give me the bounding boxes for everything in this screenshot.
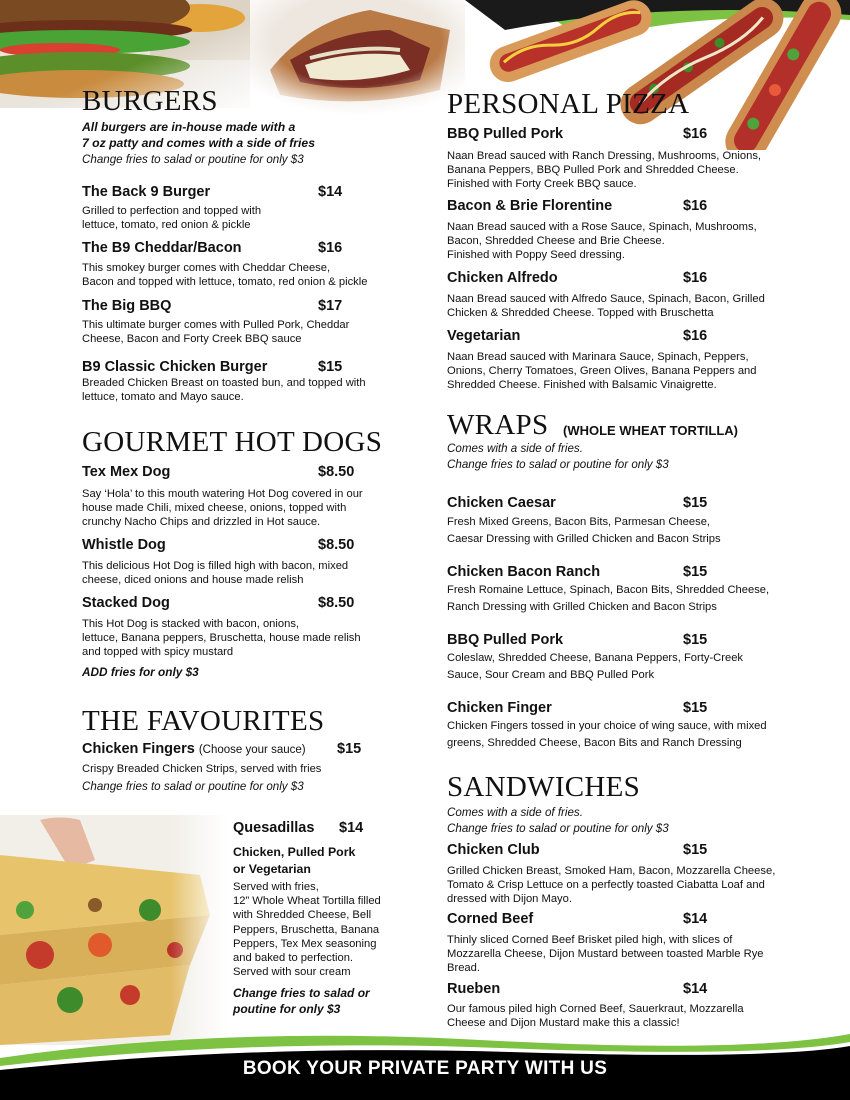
footer-cta: BOOK YOUR PRIVATE PARTY WITH US	[242, 1058, 608, 1079]
chicken-fingers-qualifier: (Choose your sauce)	[198, 744, 306, 756]
menu-item-name: B9 Classic Chicken Burger	[82, 359, 268, 375]
menu-item-price: $15	[683, 495, 708, 511]
menu-item-price: $15	[683, 564, 708, 580]
menu-item-description: Say ‘Hola’ to this mouth watering Hot Dog covered in our house made Chili, mixed cheese, onions, topped with crunchy Nacho Chips and drizzled in Hot sauce.	[82, 488, 363, 529]
menu-item-price: $8.50	[318, 595, 355, 611]
quesadilla-photo	[0, 815, 228, 1045]
menu-item-name: BBQ Pulled Pork	[447, 126, 564, 142]
menu-item-price: $16	[683, 198, 708, 214]
sandwiches-title: SANDWICHES	[447, 771, 641, 803]
menu-item-price: $15	[318, 359, 343, 375]
menu-item-price: $14	[683, 981, 708, 997]
menu-item-description: This smokey burger comes with Cheddar Cheese, Bacon and topped with lettuce, tomato, red onion & pickle	[82, 262, 368, 289]
menu-item-price: $17	[318, 298, 343, 314]
menu-item-description: Fresh Mixed Greens, Bacon Bits, Parmesan Cheese, Caesar Dressing with Grilled Chicken and Bacon Strips	[447, 516, 721, 545]
menu-item-name: Chicken Alfredo	[447, 270, 558, 286]
menu-item-description: This ultimate burger comes with Pulled Pork, Cheddar Cheese, Bacon and Forty Creek BBQ sauce	[82, 319, 350, 346]
hotdogs-title: GOURMET HOT DOGS	[82, 426, 383, 458]
wraps-subtitle: (WHOLE WHEAT TORTILLA)	[563, 423, 738, 438]
menu-item-price: $14	[339, 820, 364, 836]
menu-item-name: Tex Mex Dog	[82, 464, 171, 480]
menu-item-name: Quesadillas	[233, 820, 315, 836]
menu-item-price: $8.50	[318, 464, 355, 480]
menu-item-price: $15	[683, 842, 708, 858]
menu-item-price: $16	[318, 240, 343, 256]
menu-item-price: $15	[683, 632, 708, 648]
menu-item-description: Naan Bread sauced with Ranch Dressing, Mushrooms, Onions, Banana Peppers, BBQ Pulled Pork and Shredded Cheese. Finished with Forty Creek BBQ sauce.	[447, 150, 762, 191]
burgers-title: BURGERS	[82, 85, 218, 117]
pizza-title: PERSONAL PIZZA	[447, 88, 690, 120]
menu-item-price: $8.50	[318, 537, 355, 553]
wraps-intro: Comes with a side of fries. Change fries to salad or poutine for only $3	[447, 442, 669, 471]
burgers-intro: All burgers are in-house made with a 7 oz patty and comes with a side of fries	[82, 120, 315, 150]
menu-item-description: This Hot Dog is stacked with bacon, onions, lettuce, Banana peppers, Bruschetta, house made relish and topped with spicy mustard	[82, 618, 361, 659]
menu-item-name: The Back 9 Burger	[82, 184, 211, 200]
menu-item-price: $16	[683, 270, 708, 286]
menu-item-price: $16	[683, 126, 708, 142]
menu-item-name: Bacon & Brie Florentine	[447, 198, 613, 214]
sandwich-photo	[250, 0, 465, 115]
menu-item-name: Chicken Club	[447, 842, 540, 858]
quesadilla-options: Chicken, Pulled Pork or Vegetarian	[233, 845, 356, 876]
menu-item-description: Crispy Breaded Chicken Strips, served with fries	[82, 763, 322, 775]
menu-item-name: BBQ Pulled Pork	[447, 632, 564, 648]
menu-item-description: Naan Bread sauced with a Rose Sauce, Spinach, Mushrooms, Bacon, Shredded Cheese and Brie Cheese. Finished with Poppy Seed dressing.	[447, 221, 757, 262]
menu-item-description: Breaded Chicken Breast on toasted bun, and topped with lettuce, tomato and Mayo sauce.	[82, 377, 366, 404]
menu-item-price: $16	[683, 328, 708, 344]
wraps-title: WRAPS	[447, 409, 549, 441]
menu-item-description: Our famous piled high Corned Beef, Sauerkraut, Mozzarella Cheese and Dijon Mustard make this a classic!	[447, 1003, 744, 1030]
menu-item-description: Thinly sliced Corned Beef Brisket piled high, with slices of Mozzarella Cheese, Dijon Mustard between toasted Marble Rye Bread.	[447, 934, 764, 975]
menu-item-description: Fresh Romaine Lettuce, Spinach, Bacon Bits, Shredded Cheese, Ranch Dressing with Grilled Chicken and Bacon Strips	[447, 584, 770, 613]
menu-item-name: Corned Beef	[447, 911, 534, 927]
burgers-upgrade-note: Change fries to salad or poutine for only $3	[82, 153, 304, 166]
menu-item-description: Grilled Chicken Breast, Smoked Ham, Bacon, Mozzarella Cheese, Tomato & Crisp Lettuce on a perfectly toasted Ciabatta Loaf and dressed with Dijon Mayo.	[447, 865, 776, 906]
menu-item-price: $14	[683, 911, 708, 927]
quesadilla-note: Change fries to salad or poutine for only $3	[233, 986, 370, 1016]
menu-item-name: Chicken Caesar	[447, 495, 556, 511]
menu-item-name: Chicken Finger	[447, 700, 552, 716]
menu-item-name: The Big BBQ	[82, 298, 172, 314]
menu-item-name: Rueben	[447, 981, 501, 997]
menu-item-name: Whistle Dog	[82, 537, 166, 553]
chicken-fingers-name: Chicken Fingers	[82, 741, 195, 757]
menu-item-description: Grilled to perfection and topped with lettuce, tomato, red onion & pickle	[82, 205, 262, 232]
menu-item-description: Coleslaw, Shredded Cheese, Banana Peppers, Forty-Creek Sauce, Sour Cream and BBQ Pulled Pork	[447, 652, 744, 681]
menu-item-name: The B9 Cheddar/Bacon	[82, 240, 242, 256]
menu-item-price: $14	[318, 184, 343, 200]
menu-item-description: Chicken Fingers tossed in your choice of wing sauce, with mixed greens, Shredded Cheese, Bacon Bits and Ranch Dressing	[447, 720, 767, 749]
menu-item-description: This delicious Hot Dog is filled high with bacon, mixed cheese, diced onions and house made relish	[82, 560, 349, 587]
menu-item-price: $15	[683, 700, 708, 716]
menu-item-name: Stacked Dog	[82, 595, 170, 611]
menu-item-price: $15	[337, 741, 362, 757]
hotdogs-fries-note: ADD fries for only $3	[82, 665, 199, 679]
menu-item-name	[82, 742, 306, 757]
menu-item-description: Naan Bread sauced with Marinara Sauce, Spinach, Peppers, Onions, Cherry Tomatoes, Green Olives, Banana Peppers and Shredded Cheese. Finished with Balsamic Vinaigrette.	[447, 351, 757, 392]
favourites-title: THE FAVOURITES	[82, 705, 325, 737]
menu-item-description: Served with fries, 12” Whole Wheat Tortilla filled with Shredded Cheese, Bell Peppers, Bruschetta, Banana Peppers, Tex Mex seasoning and baked to perfection. Served with sour cream	[233, 881, 381, 979]
menu-item-name: Vegetarian	[447, 328, 521, 344]
chicken-fingers-note: Change fries to salad or poutine for only $3	[82, 780, 304, 793]
sandwiches-intro: Comes with a side of fries. Change fries to salad or poutine for only $3	[447, 806, 669, 835]
menu-item-name: Chicken Bacon Ranch	[447, 564, 601, 580]
menu-item-description: Naan Bread sauced with Alfredo Sauce, Spinach, Bacon, Grilled Chicken & Shredded Cheese. Topped with Bruschetta	[447, 293, 765, 320]
